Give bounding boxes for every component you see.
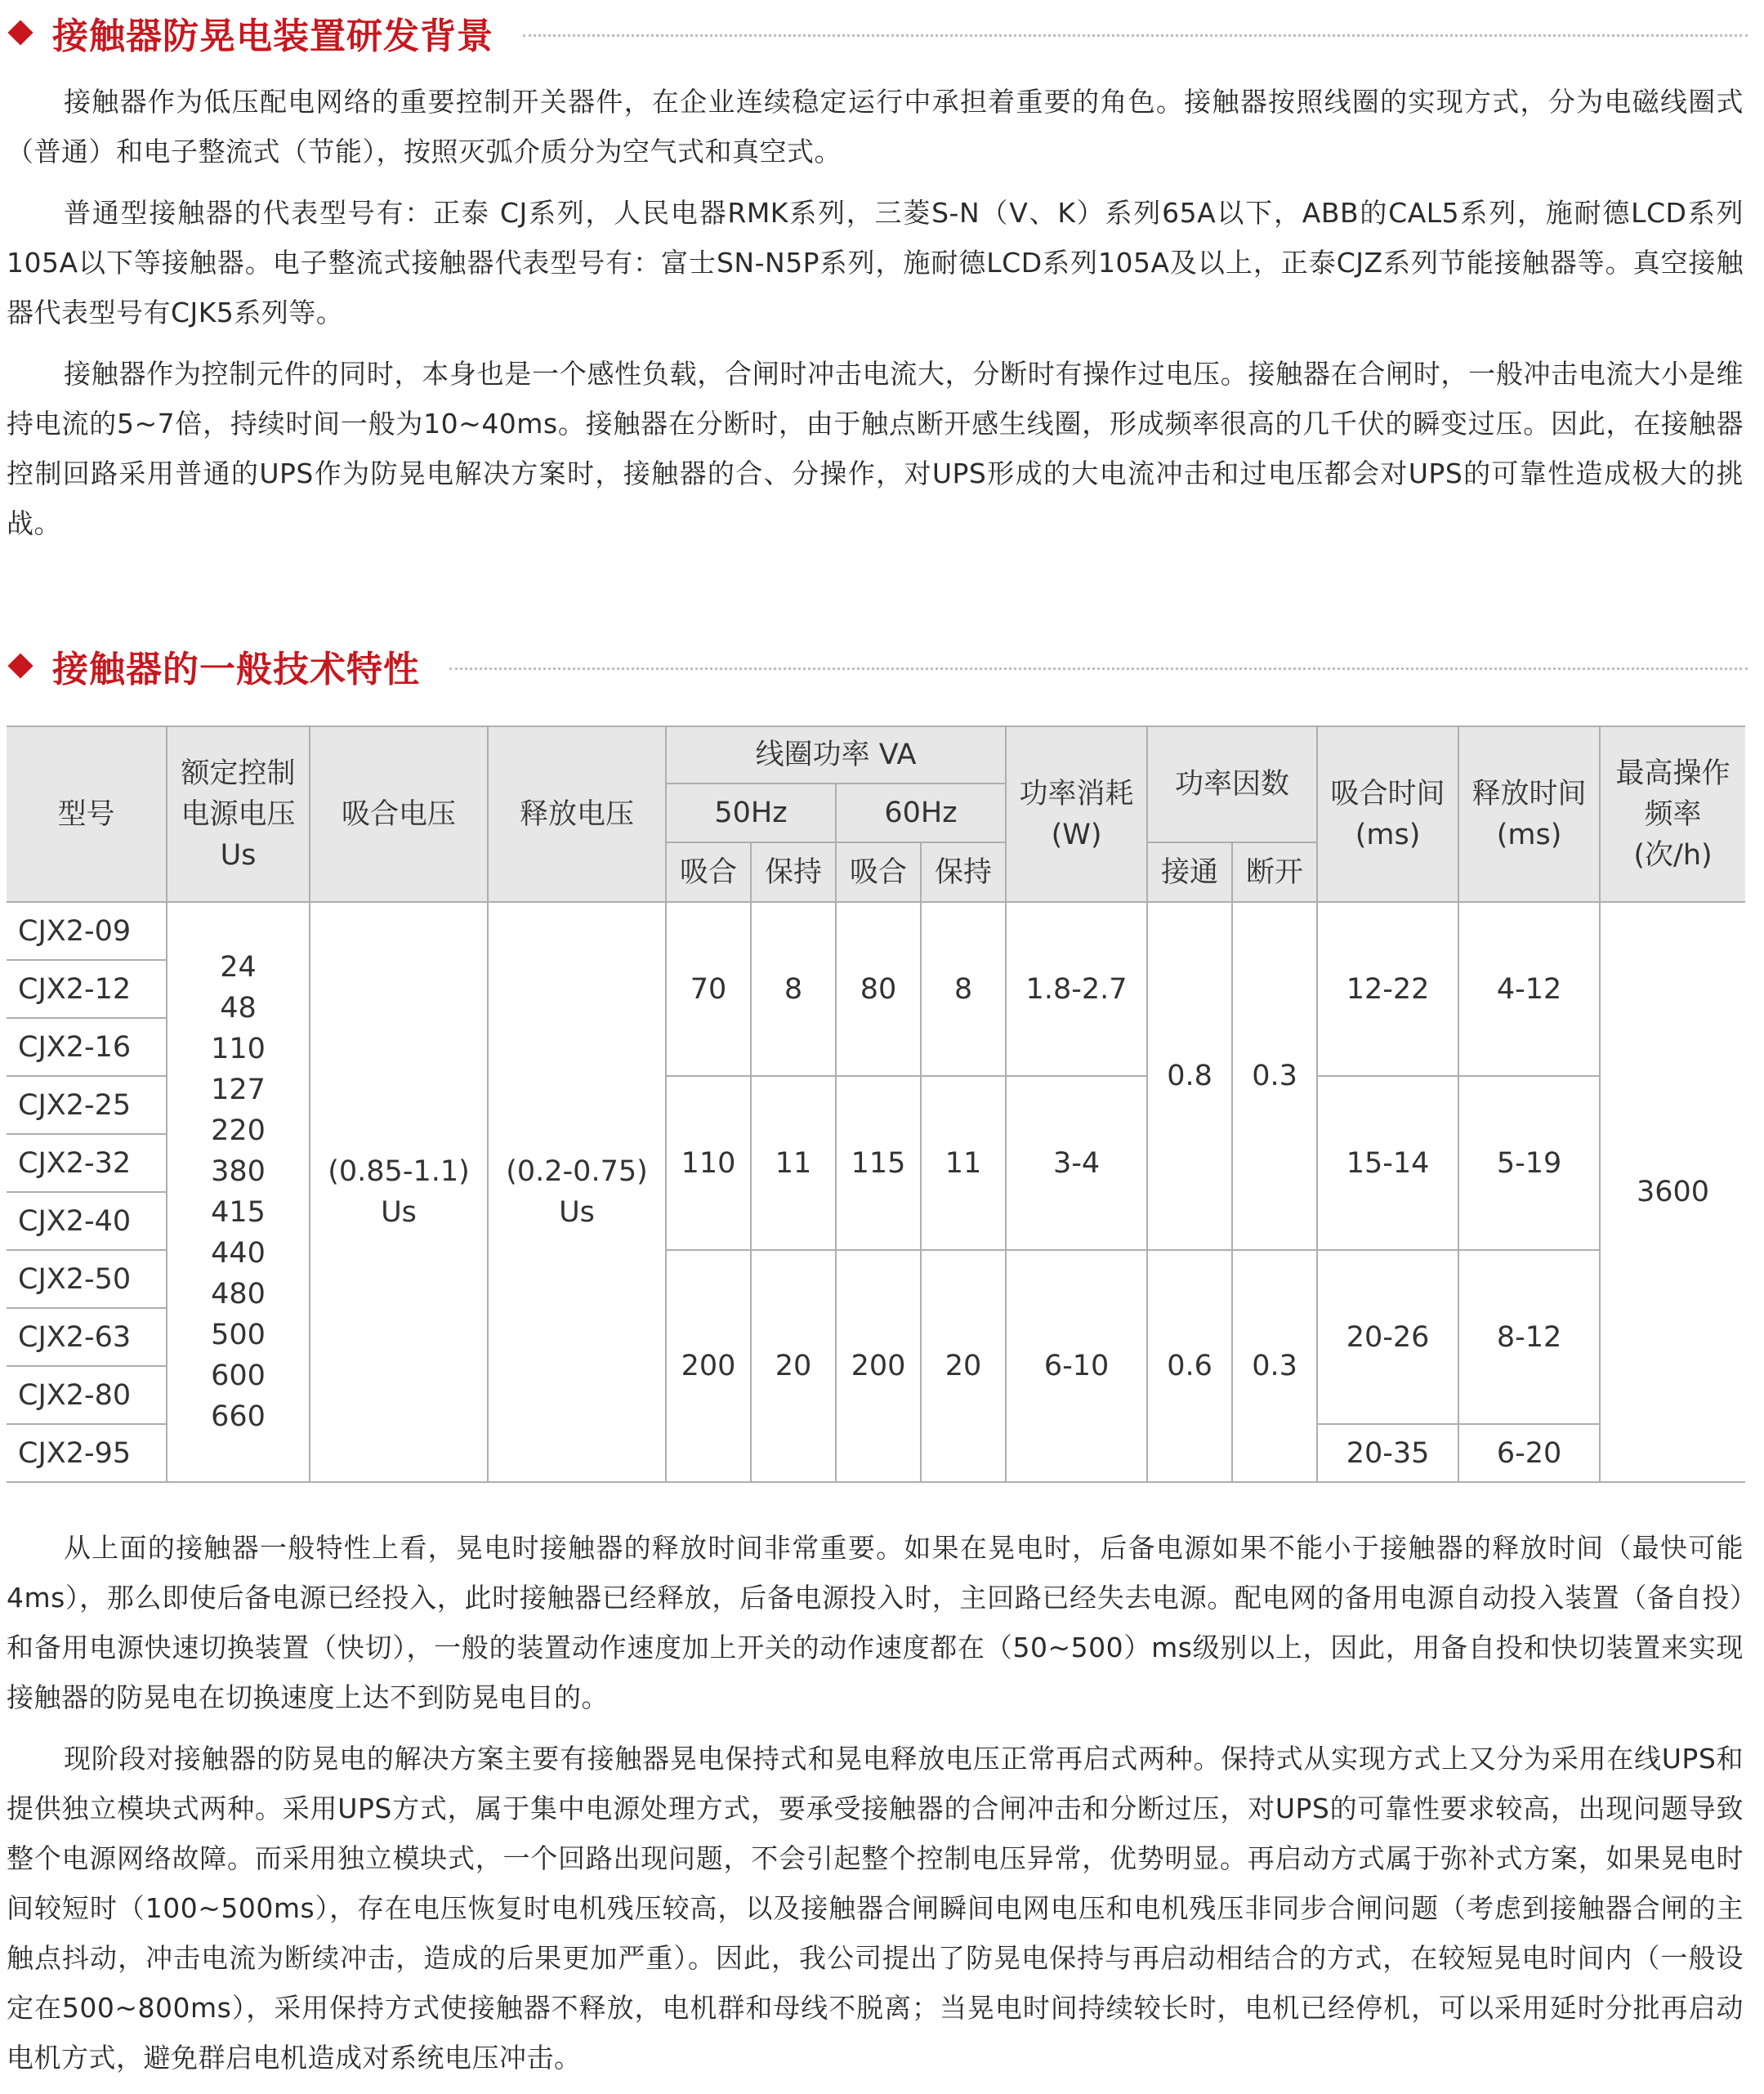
header-pickup-time: 吸合时间 (ms) xyxy=(1317,726,1458,902)
coil-60hz-hold: 8 xyxy=(921,902,1006,1076)
header-60hz-hold: 保持 xyxy=(921,842,1006,902)
release-time-cell: 5-19 xyxy=(1458,1076,1600,1250)
pickup-time-cell: 12-22 xyxy=(1317,902,1458,1076)
coil-60hz-hold: 11 xyxy=(921,1076,1006,1250)
power-factor-off: 0.3 xyxy=(1232,902,1317,1250)
paragraph: 接触器作为控制元件的同时，本身也是一个感性负载，合闸时冲击电流大，分断时有操作过电压。接触器在合闸时，一般冲击电流大小是维持电流的5~7倍，持续时间一般为10~40ms。接触器在分断时，由于触点断开感生线圈，形成频率很高的几千伏的瞬变过压。因此，在接触器控制回路采用普通的UPS作为防晃电解决方案时，接触器的合、分操作，对UPS形成的大电流冲击和过电压都会对UPS的可靠性造成极大的挑战。 xyxy=(7,358,1744,539)
pickup-time-cell: 15-14 xyxy=(1317,1076,1458,1250)
header-power-consumption: 功率消耗 (W) xyxy=(1006,726,1147,902)
header-model: 型号 xyxy=(7,726,167,902)
release-voltage-cell: (0.2-0.75) Us xyxy=(488,902,666,1482)
header-pickup-voltage: 吸合电压 xyxy=(310,726,488,902)
model-cell: CJX2-25 xyxy=(7,1076,167,1134)
section-title: 接触器的一般技术特性 xyxy=(52,649,420,690)
header-coil-power: 线圈功率 VA xyxy=(666,726,1006,784)
coil-60hz-hold: 20 xyxy=(921,1250,1006,1482)
model-cell: CJX2-95 xyxy=(7,1424,167,1482)
model-cell: CJX2-09 xyxy=(7,902,167,960)
paragraph: 从上面的接触器一般特性上看，晃电时接触器的释放时间非常重要。如果在晃电时，后备电源如果不能小于接触器的释放时间（最快可能4ms），那么即使后备电源已经投入，此时接触器已经释放，后备电源投入时，主回路已经失去电源。配电网的备用电源自动投入装置（备自投）和备用电源快速切换装置（快切），一般的装置动作速度加上开关的动作速度都在（50~500）ms级别以上，因此，用备自投和快切装置来实现接触器的防晃电在切换速度上达不到防晃电目的。 xyxy=(7,1532,1744,1713)
coil-50hz-pickup: 200 xyxy=(666,1250,751,1482)
header-release-time: 释放时间 (ms) xyxy=(1458,726,1600,902)
coil-60hz-pickup: 200 xyxy=(836,1250,921,1482)
header-power-factor: 功率因数 xyxy=(1147,726,1317,842)
header-60hz-pickup: 吸合 xyxy=(836,842,921,902)
pickup-time-cell: 20-35 xyxy=(1317,1424,1458,1482)
header-release-voltage: 释放电压 xyxy=(488,726,666,902)
table-row xyxy=(7,902,1745,960)
pickup-time-cell: 20-26 xyxy=(1317,1250,1458,1424)
header-50hz-hold: 保持 xyxy=(751,842,836,902)
coil-60hz-pickup: 80 xyxy=(836,902,921,1076)
model-cell: CJX2-40 xyxy=(7,1192,167,1250)
model-cell: CJX2-32 xyxy=(7,1134,167,1192)
power-factor-on: 0.8 xyxy=(1147,902,1232,1250)
header-60hz: 60Hz xyxy=(836,784,1006,842)
power-consumption-cell: 1.8-2.7 xyxy=(1006,902,1147,1076)
section-title: 接触器防晃电装置研发背景 xyxy=(52,16,493,57)
paragraph: 接触器作为低压配电网络的重要控制开关器件，在企业连续稳定运行中承担着重要的角色。接触器按照线圈的实现方式，分为电磁线圈式（普通）和电子整流式（节能），按照灭弧介质分为空气式和真空式。 xyxy=(7,86,1744,167)
coil-50hz-hold: 8 xyxy=(751,902,836,1076)
paragraph: 现阶段对接触器的防晃电的解决方案主要有接触器晃电保持式和晃电释放电压正常再启式两种。保持式从实现方式上又分为采用在线UPS和提供独立模块式两种。采用UPS方式，属于集中电源处理方式，要承受接触器的合闸冲击和分断过压，对UPS的可靠性要求较高，出现问题导致整个电源网络故障。而采用独立模块式，一个回路出现问题，不会引起整个控制电压异常，优势明显。再启动方式属于弥补式方案，如果晃电时间较短时（100~500ms），存在电压恢复时电机残压较高，以及接触器合闸瞬间电网电压和电机残压非同步合闸问题（考虑到接触器合闸的主触点抖动，冲击电流为断续冲击，造成的后果更加严重）。因此，我公司提出了防晃电保持与再启动相结合的方式，在较短晃电时间内（一般设定在500~800ms），采用保持方式使接触器不释放，电机群和母线不脱离；当晃电时间持续较长时，电机已经停机，可以采用延时分批再启动电机方式，避免群启电机造成对系统电压冲击。 xyxy=(7,1743,1744,2074)
dotted-divider xyxy=(449,667,1748,670)
model-cell: CJX2-16 xyxy=(7,1018,167,1076)
max-frequency-cell: 3600 xyxy=(1600,902,1745,1482)
header-pf-on: 接通 xyxy=(1147,842,1232,902)
model-cell: CJX2-80 xyxy=(7,1366,167,1424)
diamond-bullet-icon xyxy=(7,20,33,45)
coil-50hz-pickup: 110 xyxy=(666,1076,751,1250)
header-50hz: 50Hz xyxy=(666,784,836,842)
spec-table xyxy=(7,726,1745,1483)
model-cell: CJX2-50 xyxy=(7,1250,167,1308)
coil-50hz-pickup: 70 xyxy=(666,902,751,1076)
model-cell: CJX2-63 xyxy=(7,1308,167,1366)
dotted-divider xyxy=(523,34,1748,37)
power-factor-off: 0.3 xyxy=(1232,1250,1317,1482)
release-time-cell: 4-12 xyxy=(1458,902,1600,1076)
rated-voltage-list: 24 48 110 127 220 380 415 440 480 500 600 660 xyxy=(167,902,310,1482)
header-50hz-pickup: 吸合 xyxy=(666,842,751,902)
power-factor-on: 0.6 xyxy=(1147,1250,1232,1482)
coil-60hz-pickup: 115 xyxy=(836,1076,921,1250)
background-text xyxy=(7,77,1744,560)
power-consumption-cell: 3-4 xyxy=(1006,1076,1147,1250)
model-cell: CJX2-12 xyxy=(7,960,167,1018)
header-rated-voltage: 额定控制 电源电压 Us xyxy=(167,726,310,902)
section-heading-specs xyxy=(0,637,1748,694)
coil-50hz-hold: 11 xyxy=(751,1076,836,1250)
diamond-bullet-icon xyxy=(7,653,33,678)
release-time-cell: 8-12 xyxy=(1458,1250,1600,1424)
header-max-frequency: 最高操作 频率 (次/h) xyxy=(1600,726,1745,902)
pickup-voltage-cell: (0.85-1.1) Us xyxy=(310,902,488,1482)
header-pf-off: 断开 xyxy=(1232,842,1317,902)
coil-50hz-hold: 20 xyxy=(751,1250,836,1482)
power-consumption-cell: 6-10 xyxy=(1006,1250,1147,1482)
release-time-cell: 6-20 xyxy=(1458,1424,1600,1482)
section-heading-background xyxy=(0,4,1748,61)
paragraph: 普通型接触器的代表型号有：正泰 CJ系列，人民电器RMK系列，三菱S-N（V、K）系列65A以下，ABB的CAL5系列，施耐德LCD系列105A以下等接触器。电子整流式接触器代表型号有：富士SN-N5P系列，施耐德LCD系列105A及以上，正泰CJZ系列节能接触器等。真空接触器代表型号有CJK5系列等。 xyxy=(7,197,1744,328)
analysis-text xyxy=(7,1523,1744,2094)
